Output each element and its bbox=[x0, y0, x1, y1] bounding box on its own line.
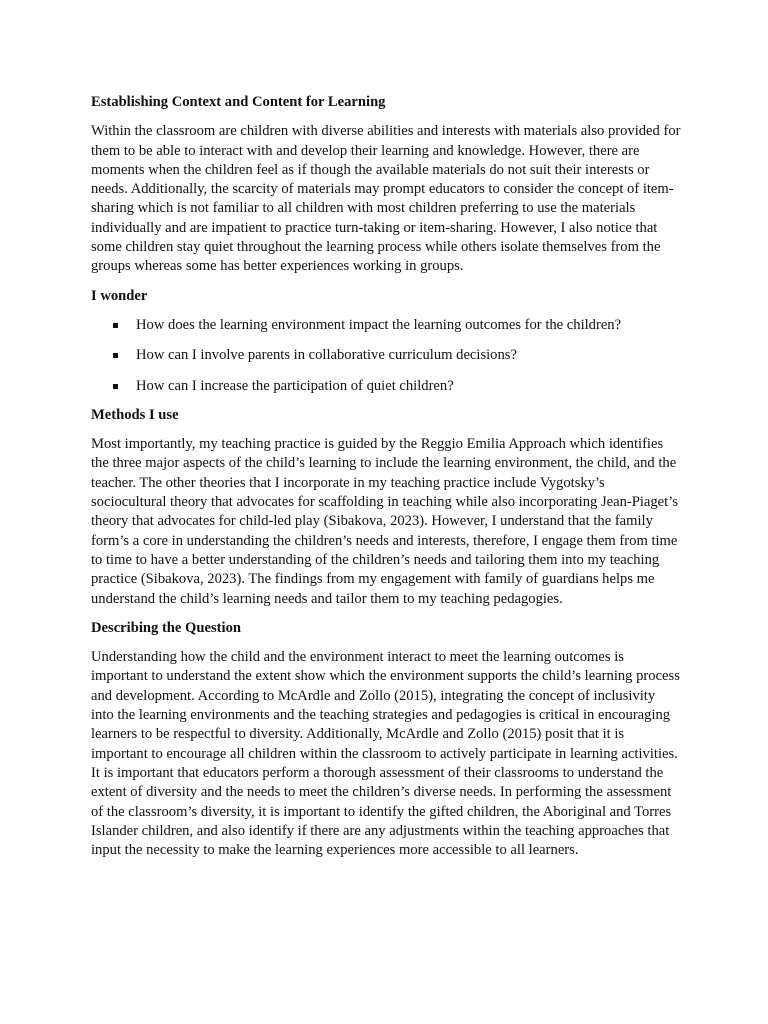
list-item-text: How can I increase the participation of quiet children? bbox=[136, 377, 454, 394]
section-heading-question: Describing the Question bbox=[91, 619, 241, 636]
context-paragraph: Within the classroom are children with diverse abilities and interests with materials also provided for them to be able to interact with and develop their learning and knowledge. However, there are moments when the children feel as if though the available materials do not suit their interests or needs. Additionally, the scarcity of materials may prompt educators to consider the concept of item-sharing which is not familiar to all children with most children preferring to use the materials individually and are impatient to practice turn-taking or item-sharing. However, I also notice that some children stay quiet throughout the learning process while others isolate themselves from the groups whereas some has better experiences working in groups. bbox=[91, 123, 681, 275]
section-heading-context: Establishing Context and Content for Learning bbox=[91, 94, 386, 110]
document-page bbox=[91, 93, 681, 870]
section-heading-methods: Methods I use bbox=[91, 406, 179, 423]
section-heading-wonder: I wonder bbox=[91, 287, 148, 304]
methods-paragraph: Most importantly, my teaching practice is guided by the Reggio Emilia Approach which identifies the three major aspects of the child’s learning to include the learning environment, the child, and the teacher. The other theories that I incorporate in my teaching practice include Vygotsky’s sociocultural theory that advocates for scaffolding in teaching while also incorporating Jean-Piaget’s theory that advocates for child-led play (Sibakova, 2023). However, I understand that the family form’s a core in understanding the children’s needs and interests, therefore, I engage them from time to time to have a better understanding of the children’s needs and tailoring them into my teaching practice (Sibakova, 2023). The findings from my engagement with family of guardians helps me understand the child’s learning needs and tailor them to my teaching pedagogies. bbox=[91, 436, 678, 607]
list-item bbox=[91, 377, 681, 396]
square-bullet-icon bbox=[113, 353, 118, 358]
question-paragraph: Understanding how the child and the environment interact to meet the learning outcomes is important to understand the extent show which the environment supports the child’s learning process and development. According to McArdle and Zollo (2015), integrating the concept of inclusivity into the learning environments and the teaching strategies and pedagogies is critical in encouraging learners to be respectful to diversity. Additionally, McArdle and Zollo (2015) posit that it is important to encourage all children within the classroom to actively participate in learning activities. It is important that educators perform a thorough assessment of their classrooms to understand the extent of diversity and the needs to meet the children’s diverse needs. In performing the assessment of the classroom’s diversity, it is important to identify the gifted children, the Aboriginal and Torres Islander children, and also identify if there are any adjustments within the teaching approaches that input the necessity to make the learning experiences more accessible to all learners. bbox=[91, 649, 680, 859]
list-item-text: How does the learning environment impact the learning outcomes for the children? bbox=[136, 316, 622, 333]
wonder-bullet-list bbox=[91, 316, 681, 396]
list-item-text: How can I involve parents in collaborative curriculum decisions? bbox=[136, 347, 517, 364]
square-bullet-icon bbox=[113, 323, 118, 328]
list-item bbox=[91, 316, 681, 335]
list-item bbox=[91, 346, 681, 365]
square-bullet-icon bbox=[113, 384, 118, 389]
